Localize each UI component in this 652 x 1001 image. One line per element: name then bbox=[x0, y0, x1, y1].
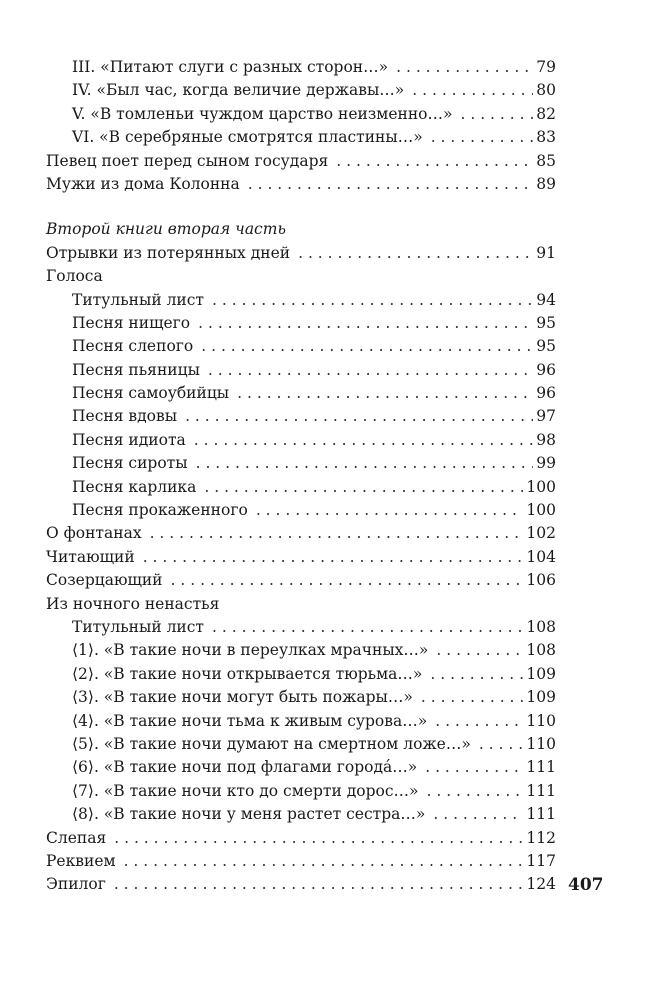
toc-entry bbox=[46, 79, 556, 102]
toc-entry-title: Певец поет перед сыном государя bbox=[46, 151, 329, 170]
dot-leader bbox=[171, 569, 524, 592]
toc-entry-title: Эпилог bbox=[46, 875, 106, 894]
dot-leader bbox=[150, 522, 524, 545]
dot-leader bbox=[256, 499, 524, 522]
toc-entry-title: Песня нищего bbox=[72, 313, 191, 332]
toc-entry-page: 112 bbox=[526, 828, 556, 847]
toc-entry-title: ⟨5⟩. «В такие ночи думают на смертном ложе…» bbox=[72, 734, 471, 753]
toc-entry bbox=[46, 359, 556, 382]
toc-entry-page: 108 bbox=[526, 617, 556, 636]
toc-entry-title: О фонтанах bbox=[46, 524, 142, 543]
toc-entry-title: IV. «Был час, когда величие державы…» bbox=[72, 81, 405, 100]
dot-leader bbox=[124, 850, 524, 873]
toc-entry bbox=[46, 150, 556, 173]
toc-entry-page: 80 bbox=[536, 81, 556, 100]
toc-entry-title: Титульный лист bbox=[72, 290, 205, 309]
toc-entry-title: ⟨1⟩. «В такие ночи в переулках мрачных…» bbox=[72, 641, 429, 660]
toc-entry-page: 104 bbox=[526, 547, 556, 566]
toc-entry-page: 124 bbox=[526, 875, 556, 894]
toc-entry-title: Слепая bbox=[46, 828, 107, 847]
toc-entry-title: III. «Питают слуги с разных сторон…» bbox=[72, 58, 389, 76]
dot-leader bbox=[114, 827, 523, 850]
toc-entry-title: Песня карлика bbox=[72, 477, 197, 496]
toc-entry-title: Отрывки из потерянных дней bbox=[46, 243, 291, 262]
toc-entry bbox=[46, 476, 556, 499]
toc-entry-title: Голоса bbox=[46, 267, 103, 286]
toc-top-list bbox=[46, 56, 556, 196]
toc-entry-title: Песня сироты bbox=[72, 454, 188, 473]
toc-entry bbox=[46, 335, 556, 358]
toc-entry-page: 95 bbox=[536, 337, 556, 356]
toc-entry-page: 109 bbox=[526, 664, 556, 683]
toc-entry-page: 111 bbox=[526, 805, 556, 824]
dot-leader bbox=[298, 242, 533, 265]
toc-entry bbox=[46, 733, 556, 756]
toc-entry bbox=[46, 686, 556, 709]
dot-leader bbox=[212, 289, 533, 312]
toc-entry bbox=[46, 569, 556, 592]
toc-entry-title: Песня вдовы bbox=[72, 407, 178, 426]
dot-leader bbox=[412, 79, 533, 102]
toc-entry-title: Титульный лист bbox=[72, 617, 205, 636]
toc-entry-title: Песня слепого bbox=[72, 337, 194, 356]
toc-entry-title: Песня прокаженного bbox=[72, 501, 248, 520]
toc-entry-page: 89 bbox=[536, 174, 556, 193]
dot-leader bbox=[430, 663, 523, 686]
toc-entry bbox=[46, 546, 556, 569]
toc-entry bbox=[46, 639, 556, 662]
toc-entry-page: 96 bbox=[536, 384, 556, 403]
toc-entry bbox=[46, 173, 556, 196]
toc-entry bbox=[46, 312, 556, 335]
dot-leader bbox=[427, 780, 524, 803]
toc-entry-page: 111 bbox=[526, 781, 556, 800]
toc-entry-page: 110 bbox=[526, 734, 556, 753]
toc-entry bbox=[46, 429, 556, 452]
toc-entry-title: Песня пьяницы bbox=[72, 360, 200, 379]
toc-entry bbox=[46, 803, 556, 826]
toc-entry bbox=[46, 780, 556, 803]
toc-entry-title: VI. «В серебряные смотрятся пластины…» bbox=[72, 128, 423, 147]
toc-entry-title: Реквием bbox=[46, 851, 116, 870]
toc-entry-page: 95 bbox=[536, 313, 556, 332]
toc-entry-page: 94 bbox=[536, 290, 556, 309]
toc-entry bbox=[46, 405, 556, 428]
toc-entry bbox=[46, 452, 556, 475]
toc-entry bbox=[46, 827, 556, 850]
dot-leader bbox=[421, 686, 524, 709]
toc-entry-title: ⟨4⟩. «В такие ночи тьма к живым сурова…» bbox=[72, 711, 428, 730]
dot-leader bbox=[436, 639, 523, 662]
toc-entry-title: Песня самоубийцы bbox=[72, 384, 230, 403]
toc-entry-page: 96 bbox=[536, 360, 556, 379]
toc-entry-page: 102 bbox=[526, 524, 556, 543]
dot-leader bbox=[431, 126, 534, 149]
toc-entry bbox=[46, 56, 556, 79]
toc-entry-page: 82 bbox=[536, 104, 556, 123]
toc-entry-page: 83 bbox=[536, 128, 556, 147]
page-number: 407 bbox=[568, 875, 604, 895]
toc-entry-page: 98 bbox=[536, 430, 556, 449]
toc-entry-title: ⟨8⟩. «В такие ночи у меня растет сестра…» bbox=[72, 805, 426, 824]
table-of-contents bbox=[46, 56, 556, 897]
dot-leader bbox=[208, 359, 533, 382]
toc-entry-page: 106 bbox=[526, 571, 556, 590]
toc-entry-title: Из ночного ненастья bbox=[46, 594, 220, 613]
toc-entry bbox=[46, 382, 556, 405]
dot-leader bbox=[479, 733, 524, 756]
toc-entry-title: Песня идиота bbox=[72, 430, 186, 449]
toc-entry bbox=[46, 756, 556, 779]
toc-entry bbox=[46, 873, 556, 896]
toc-entry bbox=[46, 126, 556, 149]
dot-leader bbox=[194, 429, 534, 452]
toc-entry bbox=[46, 242, 556, 265]
toc-entry-title: V. «В томленьи чуждом царство неизменно…» bbox=[72, 104, 453, 123]
toc-entry-title: ⟨6⟩. «В такие ночи под флагами города́…» bbox=[72, 758, 418, 777]
toc-entry-page: 109 bbox=[526, 688, 556, 707]
toc-entry bbox=[46, 265, 556, 288]
toc-entry-title: Мужи из дома Колонна bbox=[46, 174, 240, 193]
dot-leader bbox=[204, 476, 523, 499]
toc-entry-title: Созерцающий bbox=[46, 571, 163, 590]
dot-leader bbox=[237, 382, 533, 405]
dot-leader bbox=[143, 546, 524, 569]
dot-leader bbox=[433, 803, 523, 826]
toc-entry bbox=[46, 850, 556, 873]
toc-entry bbox=[46, 499, 556, 522]
toc-entry-title: ⟨3⟩. «В такие ночи могут быть пожары…» bbox=[72, 688, 413, 707]
dot-leader bbox=[435, 710, 523, 733]
dot-leader bbox=[461, 103, 534, 126]
toc-entry-title: Читающий bbox=[46, 547, 135, 566]
toc-entry-page: 99 bbox=[536, 454, 556, 473]
dot-leader bbox=[201, 335, 533, 358]
dot-leader bbox=[114, 873, 524, 896]
toc-entry bbox=[46, 103, 556, 126]
toc-entry-page: 111 bbox=[526, 758, 556, 777]
dot-leader bbox=[336, 150, 533, 173]
toc-entry bbox=[46, 663, 556, 686]
toc-entry-page: 85 bbox=[536, 151, 556, 170]
toc-entry-title: ⟨7⟩. «В такие ночи кто до смерти дорос…» bbox=[72, 781, 419, 800]
toc-entry bbox=[46, 593, 556, 616]
toc-entry-page: 108 bbox=[526, 641, 556, 660]
toc-entry-page: 100 bbox=[526, 501, 556, 520]
dot-leader bbox=[248, 173, 534, 196]
dot-leader bbox=[212, 616, 523, 639]
dot-leader bbox=[425, 756, 523, 779]
section-heading: Второй книги вторая часть bbox=[46, 220, 286, 239]
dot-leader bbox=[196, 452, 534, 475]
toc-entry-page: 91 bbox=[536, 243, 556, 262]
toc-entry-page: 97 bbox=[536, 407, 556, 426]
toc-entry-page: 79 bbox=[536, 58, 556, 76]
toc-entry-title: ⟨2⟩. «В такие ночи открывается тюрьма…» bbox=[72, 664, 423, 683]
toc-entry bbox=[46, 710, 556, 733]
toc-entry bbox=[46, 522, 556, 545]
toc-entry-page: 100 bbox=[526, 477, 556, 496]
toc-entry bbox=[46, 289, 556, 312]
toc-entry-page: 117 bbox=[526, 851, 556, 870]
dot-leader bbox=[396, 56, 533, 79]
toc-entry-page: 110 bbox=[526, 711, 556, 730]
toc-entry bbox=[46, 616, 556, 639]
dot-leader bbox=[185, 405, 533, 428]
dot-leader bbox=[198, 312, 533, 335]
toc-bottom-list bbox=[46, 242, 556, 897]
